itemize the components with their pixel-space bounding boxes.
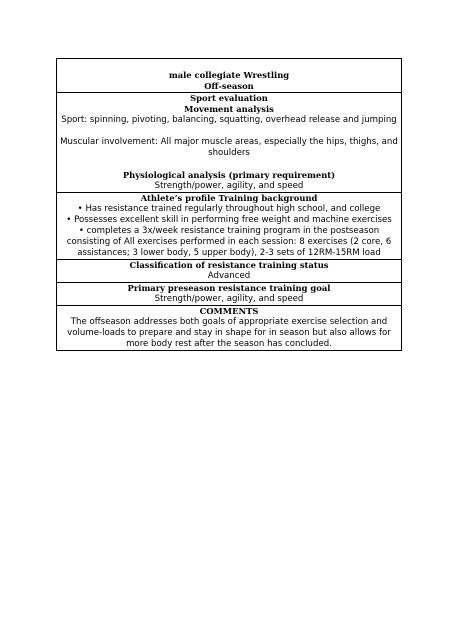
- header-cell: [57, 59, 401, 92]
- athlete-profile-cell: [57, 192, 401, 259]
- profile-bullet: • completes a 3x/week resistance training program in the postseason consisting of All exercises performed in each session: 8 exercises (2 core, 6 assistances; 3 lower body, 5 upper body), 2-3 sets of 12RM-15RM load: [66, 226, 392, 258]
- sport-evaluation-heading: Sport evaluation: [190, 93, 268, 103]
- physiological-value: Strength/power, agility, and speed: [154, 181, 304, 191]
- athlete-profile-heading: Athlete’s profile Training background: [140, 193, 318, 203]
- sport-line: Sport: spinning, pivoting, balancing, squatting, overhead release and jumping: [61, 115, 397, 125]
- comments-cell: [57, 305, 401, 350]
- comments-heading: COMMENTS: [199, 306, 259, 316]
- classification-cell: [57, 259, 401, 282]
- goal-value: Strength/power, agility, and speed: [154, 294, 304, 304]
- goal-cell: [57, 282, 401, 305]
- physiological-heading: Physiological analysis (primary requirement): [122, 170, 336, 180]
- goal-heading: Primary preseason resistance training goal: [127, 283, 331, 293]
- profile-bullet: • Possesses excellent skill in performing free weight and machine exercises: [66, 215, 392, 225]
- classification-heading: Classification of resistance training status: [129, 260, 329, 270]
- movement-analysis-heading: Movement analysis: [184, 104, 274, 114]
- muscular-involvement: Muscular involvement: All major muscle areas, especially the hips, thighs, and shoulders: [60, 137, 398, 158]
- table-subtitle: Off-season: [204, 81, 254, 91]
- classification-value: Advanced: [207, 271, 251, 281]
- training-table: [56, 58, 402, 351]
- comments-text: The offseason addresses both goals of appropriate exercise selection and volume-loads to prepare and stay in shape for in season but also allows for more body rest after the season has concluded.: [67, 317, 391, 349]
- profile-bullet: • Has resistance trained regularly throughout high school, and college: [77, 204, 381, 214]
- table-title: male collegiate Wrestling: [168, 70, 290, 80]
- sport-evaluation-cell: [57, 92, 401, 192]
